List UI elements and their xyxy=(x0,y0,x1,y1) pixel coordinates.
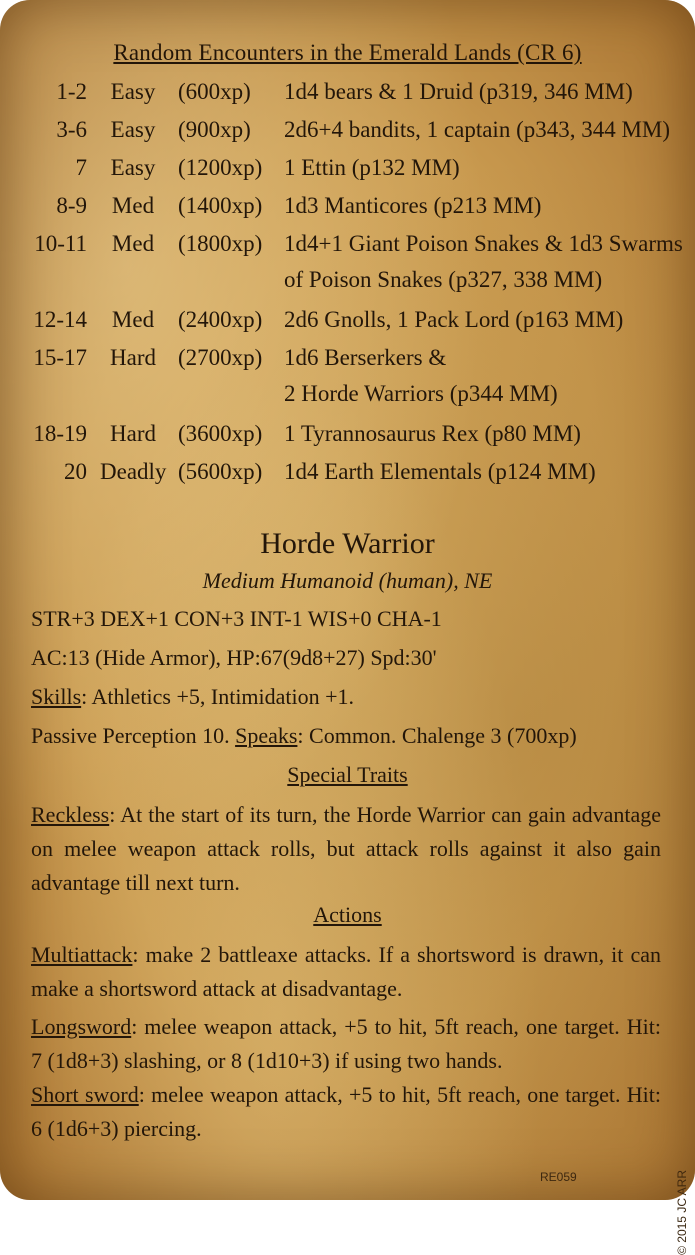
action-multiattack xyxy=(31,938,661,1006)
encounter-monsters-line1: 1d6 Berserkers & xyxy=(284,345,447,370)
encounter-difficulty: Med xyxy=(111,307,155,332)
monster-type: Medium Humanoid (human), NE xyxy=(202,568,493,593)
encounter-row xyxy=(0,113,695,151)
perception-text: Passive Perception 10. xyxy=(31,723,236,748)
encounter-roll: 3-6 xyxy=(56,117,87,142)
encounter-difficulty: Med xyxy=(111,231,155,256)
encounter-difficulty: Easy xyxy=(110,155,156,180)
encounter-monsters: 1d4 bears & 1 Druid (p319, 346 MM) xyxy=(284,79,633,104)
encounter-monsters-line2: 2 Horde Warriors (p344 MM) xyxy=(284,381,558,406)
speaks-text: : Common. Chalenge 3 (700xp) xyxy=(297,723,577,748)
encounter-xp: (1400xp) xyxy=(178,193,263,218)
encounter-difficulty: Hard xyxy=(110,421,156,446)
encounter-row xyxy=(0,303,695,341)
encounter-roll: 20 xyxy=(64,459,87,484)
action-name: Short sword xyxy=(31,1082,139,1107)
encounter-row xyxy=(0,455,695,493)
encounter-monsters: 2d6 Gnolls, 1 Pack Lord (p163 MM) xyxy=(284,307,624,332)
encounters-table xyxy=(0,75,695,493)
skills-label: Skills xyxy=(31,684,82,709)
encounter-roll: 15-17 xyxy=(33,345,87,370)
encounter-xp: (1200xp) xyxy=(178,155,263,180)
encounter-monsters: 1d3 Manticores (p213 MM) xyxy=(284,193,542,218)
copyright-notice: © 2015 JC ARR xyxy=(675,1170,689,1255)
encounter-monsters-line2: of Poison Snakes (p327, 338 MM) xyxy=(284,267,603,292)
perception-line xyxy=(31,723,577,749)
encounter-difficulty: Easy xyxy=(110,79,156,104)
ac-hp-speed: AC:13 (Hide Armor), HP:67(9d8+27) Spd:30' xyxy=(31,645,437,670)
encounter-difficulty: Hard xyxy=(110,345,156,370)
encounter-difficulty: Easy xyxy=(110,117,156,142)
skills-text: : Athletics +5, Intimidation +1. xyxy=(81,684,355,709)
encounter-xp: (2700xp) xyxy=(178,345,263,370)
encounter-difficulty: Med xyxy=(111,193,155,218)
encounters-title: Random Encounters in the Emerald Lands (CR 6) xyxy=(113,40,582,65)
encounter-xp: (2400xp) xyxy=(178,307,263,332)
trait-text: : At the start of its turn, the Horde Warrior can gain advantage on melee weapon attack rolls, but attack rolls against it also gain advantage till next turn. xyxy=(31,802,661,895)
encounter-xp: (600xp) xyxy=(178,79,251,104)
encounter-roll: 1-2 xyxy=(56,79,87,104)
encounter-row xyxy=(0,417,695,455)
encounter-row xyxy=(0,189,695,227)
encounter-xp: (1800xp) xyxy=(178,231,263,256)
encounter-row xyxy=(0,75,695,113)
action-text: : melee weapon attack, +5 to hit, 5ft reach, one target. Hit: 6 (1d6+3) piercing. xyxy=(31,1082,661,1141)
action-text: : melee weapon attack, +5 to hit, 5ft reach, one target. Hit: 7 (1d8+3) slashing, or 8 (1d10+3) if using two hands. xyxy=(31,1014,661,1073)
action-longsword xyxy=(31,1010,661,1078)
ability-scores: STR+3 DEX+1 CON+3 INT-1 WIS+0 CHA-1 xyxy=(31,606,442,631)
action-name: Multiattack xyxy=(31,942,133,967)
special-traits-title: Special Traits xyxy=(287,762,408,787)
speaks-label: Speaks xyxy=(235,723,298,748)
encounter-monsters: 1 Ettin (p132 MM) xyxy=(284,155,460,180)
skills-line xyxy=(31,684,354,710)
encounter-row xyxy=(0,227,695,303)
encounter-xp: (900xp) xyxy=(178,117,251,142)
encounter-monsters xyxy=(284,340,558,412)
encounter-row xyxy=(0,151,695,189)
action-short-sword xyxy=(31,1078,661,1146)
action-name: Longsword xyxy=(31,1014,132,1039)
encounter-roll: 12-14 xyxy=(33,307,87,332)
encounter-monsters xyxy=(284,226,683,298)
actions-title: Actions xyxy=(313,902,382,927)
monster-name: Horde Warrior xyxy=(260,527,435,560)
encounter-row xyxy=(0,341,695,417)
encounter-monsters: 2d6+4 bandits, 1 captain (p343, 344 MM) xyxy=(284,117,671,142)
encounter-roll: 7 xyxy=(75,155,87,180)
trait-name: Reckless xyxy=(31,802,110,827)
encounter-monsters-line1: 1d4+1 Giant Poison Snakes & 1d3 Swarms xyxy=(284,231,683,256)
encounter-monsters: 1 Tyrannosaurus Rex (p80 MM) xyxy=(284,421,581,446)
encounter-roll: 10-11 xyxy=(34,231,87,256)
action-text: : make 2 battleaxe attacks. If a shortsword is drawn, it can make a shortsword attack at disadvantage. xyxy=(31,942,661,1001)
encounter-roll: 8-9 xyxy=(56,193,87,218)
encounter-roll: 18-19 xyxy=(33,421,87,446)
encounter-difficulty: Deadly xyxy=(100,459,167,484)
encounter-monsters: 1d4 Earth Elementals (p124 MM) xyxy=(284,459,596,484)
encounter-xp: (5600xp) xyxy=(178,459,263,484)
trait-reckless xyxy=(31,798,661,900)
encounter-xp: (3600xp) xyxy=(178,421,263,446)
card-code: RE059 xyxy=(540,1170,577,1184)
